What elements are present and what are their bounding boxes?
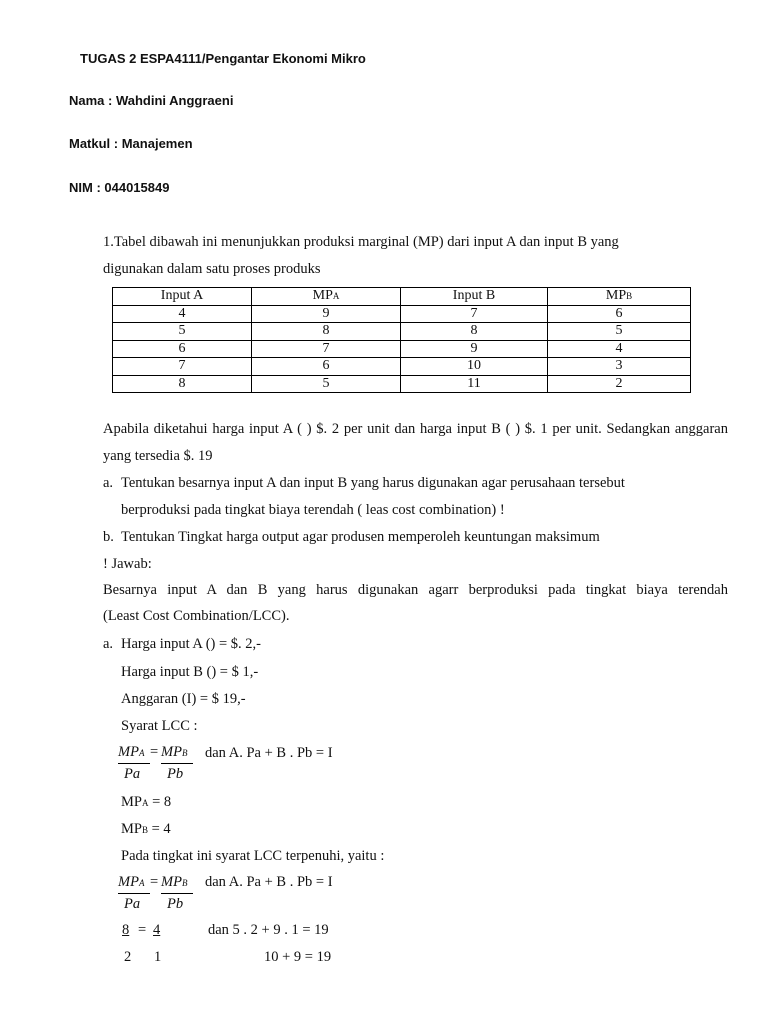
budget-formula-2: dan A. Pa + B . Pb = I: [205, 874, 333, 890]
table-row: [113, 305, 691, 323]
lcc-fraction-2: [118, 874, 208, 914]
numeric-den-2: 2: [124, 949, 132, 965]
table-cell: 4: [113, 305, 252, 323]
table-cell: 5: [548, 323, 691, 341]
fraction-den-b: Pb: [167, 896, 184, 912]
header-input-a: Input A: [113, 288, 252, 306]
table-header-row: [113, 288, 691, 306]
table-cell: 8: [252, 323, 401, 341]
fraction-den-a: Pa: [124, 766, 141, 782]
lcc-satisfied-text: Pada tingkat ini syarat LCC terpenuhi, yaitu :: [121, 848, 385, 864]
question-a-line-2: berproduksi pada tingkat biaya terendah ( leas cost combination) !: [121, 502, 505, 518]
header-mp-a: MPA: [252, 288, 401, 306]
fraction-bar: [118, 893, 150, 894]
budget: Anggaran (I) = $ 19,-: [121, 691, 246, 707]
answer-line-1: Besarnya input A dan B yang harus digunakan agarr berproduksi pada tingkat biaya terendah: [103, 582, 728, 598]
marginal-product-table: [112, 287, 691, 393]
student-name: Nama : Wahdini Anggraeni: [69, 93, 234, 108]
table-cell: 4: [548, 340, 691, 358]
question-line-1: 1.Tabel dibawah ini menunjukkan produksi marginal (MP) dari input A dan input B yang: [103, 234, 619, 250]
table-cell: 10: [401, 358, 548, 376]
answer-line-2: (Least Cost Combination/LCC).: [103, 608, 290, 624]
fraction-bar: [161, 893, 193, 894]
table-cell: 9: [252, 305, 401, 323]
table-cell: 6: [113, 340, 252, 358]
table-cell: 3: [548, 358, 691, 376]
fraction-equals: =: [150, 874, 159, 890]
document-title: TUGAS 2 ESPA4111/Pengantar Ekonomi Mikro: [80, 51, 366, 66]
question-line-2: digunakan dalam satu proses produks: [103, 261, 321, 277]
table-row: [113, 340, 691, 358]
question-b-line-1: Tentukan Tingkat harga output agar produsen memperoleh keuntungan maksimum: [121, 529, 600, 545]
numeric-equals: =: [138, 922, 147, 938]
student-id: NIM : 044015849: [69, 180, 170, 195]
question-b-label: b.: [103, 529, 114, 545]
course-name: Matkul : Manajemen: [69, 136, 193, 151]
table-cell: 7: [252, 340, 401, 358]
table-cell: 5: [113, 323, 252, 341]
table-cell: 5: [252, 375, 401, 393]
header-mp-b: MPB: [548, 288, 691, 306]
numeric-num-8: 8: [122, 922, 130, 938]
fraction-num-a: MPA: [118, 744, 145, 760]
answer-a-label: a.: [103, 636, 114, 652]
fraction-den-b: Pb: [167, 766, 184, 782]
price-input-a: Harga input A () = $. 2,-: [121, 636, 262, 652]
table-cell: 2: [548, 375, 691, 393]
price-input-b: Harga input B () = $ 1,-: [121, 664, 259, 680]
fraction-num-b: MPB: [161, 874, 188, 890]
fraction-bar: [161, 763, 193, 764]
question-a-label: a.: [103, 475, 114, 491]
paragraph-prices-line-2: yang tersedia $. 19: [103, 448, 213, 464]
table-cell: 6: [548, 305, 691, 323]
table-cell: 7: [113, 358, 252, 376]
answer-heading: ! Jawab:: [103, 556, 152, 572]
table-row: [113, 358, 691, 376]
header-input-b: Input B: [401, 288, 548, 306]
fraction-bar: [118, 763, 150, 764]
table-row: [113, 323, 691, 341]
numeric-num-4: 4: [153, 922, 161, 938]
table-cell: 11: [401, 375, 548, 393]
lcc-condition-heading: Syarat LCC :: [121, 718, 198, 734]
mp-b-value: MPB = 4: [121, 821, 171, 837]
lcc-fraction-1: [118, 744, 208, 784]
budget-calculation: dan 5 . 2 + 9 . 1 = 19: [208, 922, 329, 938]
table-cell: 9: [401, 340, 548, 358]
budget-formula: dan A. Pa + B . Pb = I: [205, 745, 333, 761]
table-cell: 8: [113, 375, 252, 393]
numeric-den-1: 1: [154, 949, 162, 965]
mp-a-value: MPA = 8: [121, 794, 172, 810]
budget-sum: 10 + 9 = 19: [264, 949, 332, 965]
paragraph-prices-line-1: Apabila diketahui harga input A ( ) $. 2 per unit dan harga input B ( ) $. 1 per unit. Sedangkan anggaran: [103, 421, 728, 437]
fraction-den-a: Pa: [124, 896, 141, 912]
fraction-num-a: MPA: [118, 874, 145, 890]
table-cell: 8: [401, 323, 548, 341]
table-cell: 6: [252, 358, 401, 376]
question-a-line-1: Tentukan besarnya input A dan input B yang harus digunakan agar perusahaan tersebut: [121, 475, 625, 491]
table-cell: 7: [401, 305, 548, 323]
fraction-num-b: MPB: [161, 744, 188, 760]
table-row: [113, 375, 691, 393]
fraction-equals: =: [150, 744, 159, 760]
